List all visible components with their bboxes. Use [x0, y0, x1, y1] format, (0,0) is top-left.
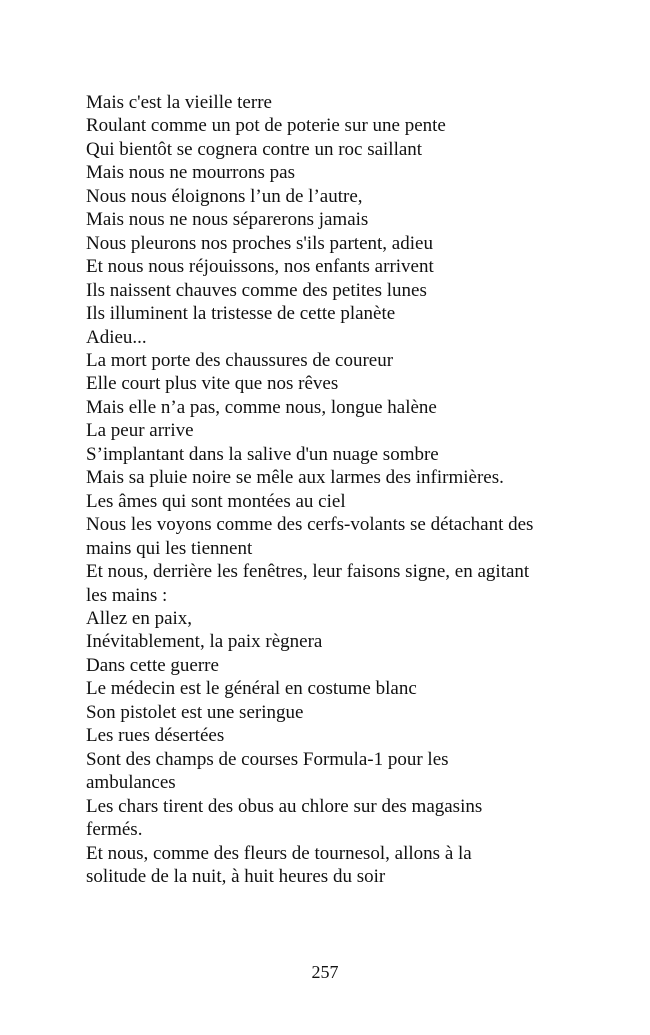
poem-line: Les âmes qui sont montées au ciel [86, 490, 346, 512]
poem-line: Allez en paix, [86, 607, 193, 629]
poem-line: Mais sa pluie noire se mêle aux larmes des infirmières. [86, 467, 504, 489]
poem-line: Mais nous ne nous séparerons jamais [86, 209, 369, 231]
poem-line: Ils illuminent la tristesse de cette planète [86, 303, 396, 325]
poem-line: Sont des champs de courses Formula-1 pour les [86, 748, 449, 770]
poem-line: mains qui les tiennent [86, 537, 253, 559]
poem-line: Les rues désertées [86, 725, 225, 747]
poem-line: La peur arrive [86, 420, 194, 442]
poem-line: ambulances [86, 772, 176, 794]
poem-line: Nous les voyons comme des cerfs-volants se détachant des [86, 514, 534, 536]
poem-line: Qui bientôt se cognera contre un roc saillant [86, 138, 423, 160]
poem-line: Nous nous éloignons l’un de l’autre, [86, 185, 363, 207]
poem-line: Roulant comme un pot de poterie sur une pente [86, 115, 446, 137]
poem-line: Et nous, comme des fleurs de tournesol, allons à la [86, 842, 472, 864]
poem-line: S’implantant dans la salive d'un nuage sombre [86, 443, 439, 465]
poem-line: Le médecin est le général en costume blanc [86, 678, 417, 700]
poem-line: Et nous, derrière les fenêtres, leur faisons signe, en agitant [86, 561, 530, 583]
page-number: 257 [311, 962, 339, 982]
poem-line: Mais c'est la vieille terre [86, 92, 272, 113]
poem-line: Son pistolet est une seringue [86, 701, 304, 723]
poem-line: Ils naissent chauves comme des petites lunes [86, 279, 427, 301]
poem-line: Nous pleurons nos proches s'ils partent, adieu [86, 232, 433, 254]
poem-line: Mais nous ne mourrons pas [86, 162, 295, 184]
poem-line: Inévitablement, la paix règnera [86, 631, 323, 653]
poem-line: fermés. [86, 819, 143, 841]
poem-line: Elle court plus vite que nos rêves [86, 373, 339, 395]
poem-text-block [86, 91, 586, 888]
poem-line: solitude de la nuit, à huit heures du soir [86, 865, 386, 887]
poem-line: Adieu... [86, 326, 147, 348]
poem-line: La mort porte des chaussures de coureur [86, 349, 394, 371]
poem-line: Et nous nous réjouissons, nos enfants arrivent [86, 256, 434, 278]
poem-line: Les chars tirent des obus au chlore sur des magasins [86, 795, 483, 817]
poem-line: Mais elle n’a pas, comme nous, longue halène [86, 396, 437, 418]
poem-line: les mains : [86, 584, 168, 606]
poem-line: Dans cette guerre [86, 654, 219, 676]
